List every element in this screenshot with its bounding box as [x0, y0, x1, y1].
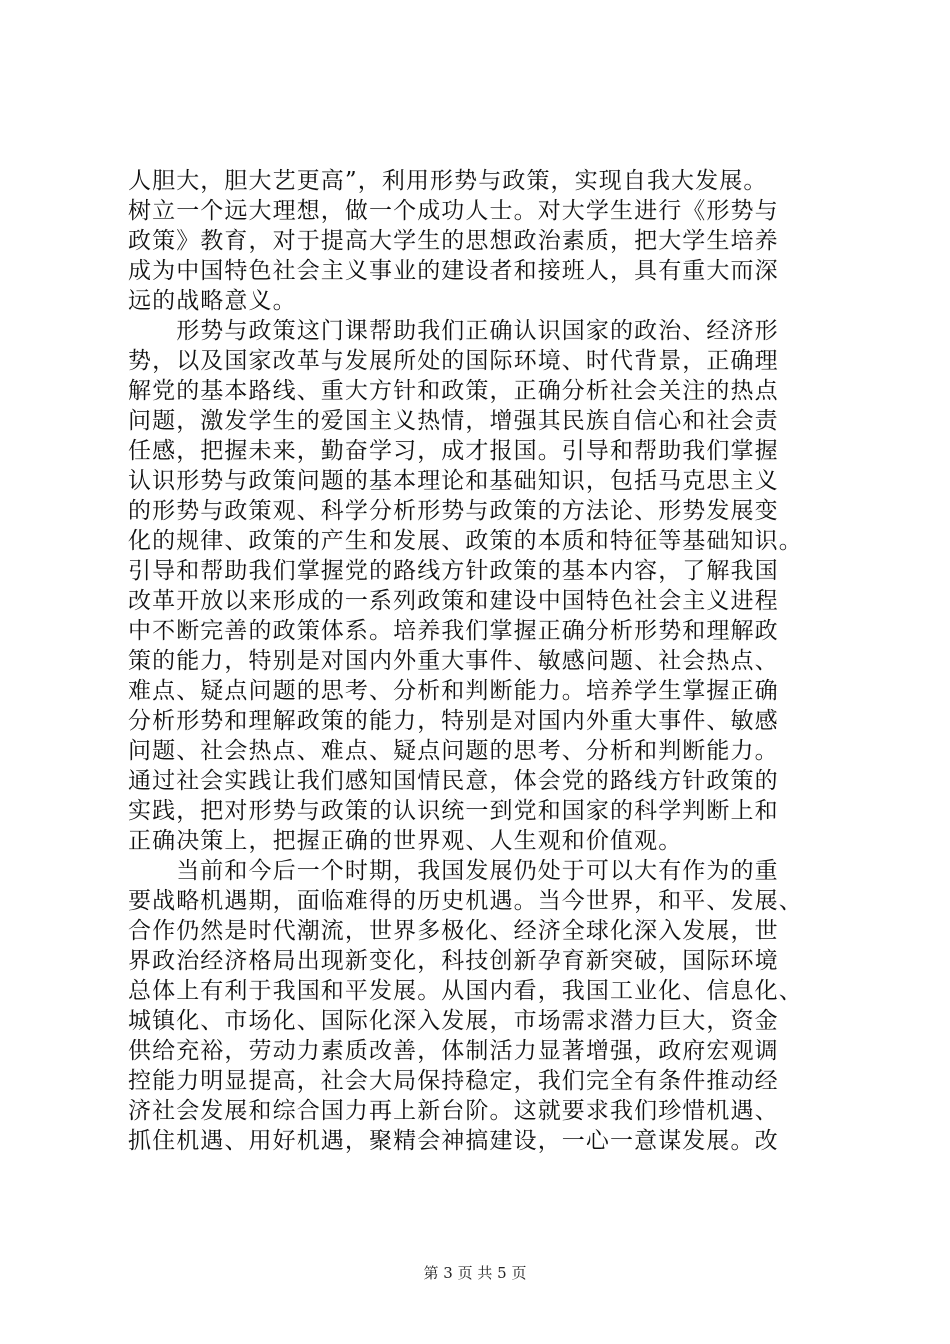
text-line: 人胆大，胆大艺更高”，利用形势与政策，实现自我大发展。 [128, 168, 768, 194]
text-line: 形势与政策这门课帮助我们正确认识国家的政治、经济形 [128, 318, 779, 344]
text-line: 化的规律、政策的产生和发展、政策的本质和特征等基础知识。 [128, 528, 803, 554]
text-line: 问题、社会热点、难点、疑点问题的思考、分析和判断能力。 [128, 738, 779, 764]
text-line: 合作仍然是时代潮流，世界多极化、经济全球化深入发展，世 [128, 918, 779, 944]
text-line: 济社会发展和综合国力再上新台阶。这就要求我们珍惜机遇、 [128, 1098, 779, 1124]
text-line: 分析形势和理解政策的能力，特别是对国内外重大事件、敏感 [128, 708, 779, 734]
text-line: 难点、疑点问题的思考、分析和判断能力。培养学生掌握正确 [128, 678, 779, 704]
text-line: 引导和帮助我们掌握党的路线方针政策的基本内容，了解我国 [128, 558, 779, 584]
text-line: 成为中国特色社会主义事业的建设者和接班人，具有重大而深 [128, 258, 779, 284]
text-line: 界政治经济格局出现新变化，科技创新孕育新突破，国际环境 [128, 948, 779, 974]
body-text [128, 166, 868, 1156]
page-footer: 第 3 页 共 5 页 [423, 1264, 527, 1282]
text-line: 要战略机遇期，面临难得的历史机遇。当今世界，和平、发展、 [128, 888, 803, 914]
text-line: 控能力明显提高，社会大局保持稳定，我们完全有条件推动经 [128, 1068, 779, 1094]
text-line: 通过社会实践让我们感知国情民意，体会党的路线方针政策的 [128, 768, 779, 794]
text-line: 城镇化、市场化、国际化深入发展，市场需求潜力巨大，资金 [128, 1008, 779, 1034]
text-line: 任感，把握未来，勤奋学习，成才报国。引导和帮助我们掌握 [128, 438, 779, 464]
text-line: 解党的基本路线、重大方针和政策，正确分析社会关注的热点 [128, 378, 779, 404]
text-line: 认识形势与政策问题的基本理论和基础知识，包括马克思主义 [128, 468, 779, 494]
text-line: 势，以及国家改革与发展所处的国际环境、时代背景，正确理 [128, 348, 779, 374]
text-line: 的形势与政策观、科学分析形势与政策的方法论、形势发展变 [128, 498, 779, 524]
text-line: 抓住机遇、用好机遇，聚精会神搞建设，一心一意谋发展。改 [128, 1128, 779, 1154]
text-line: 问题，激发学生的爱国主义热情，增强其民族自信心和社会责 [128, 408, 779, 434]
text-line: 实践，把对形势与政策的认识统一到党和国家的科学判断上和 [128, 798, 779, 824]
text-line: 当前和今后一个时期，我国发展仍处于可以大有作为的重 [128, 858, 779, 884]
text-line: 正确决策上，把握正确的世界观、人生观和价值观。 [128, 828, 683, 854]
text-line: 远的战略意义。 [128, 288, 297, 314]
text-line: 策的能力，特别是对国内外重大事件、敏感问题、社会热点、 [128, 648, 779, 674]
text-line: 改革开放以来形成的一系列政策和建设中国特色社会主义进程 [128, 588, 779, 614]
text-line: 总体上有利于我国和平发展。从国内看，我国工业化、信息化、 [128, 978, 803, 1004]
text-line: 中不断完善的政策体系。培养我们掌握正确分析形势和理解政 [128, 618, 779, 644]
text-line: 树立一个远大理想，做一个成功人士。对大学生进行《形势与 [128, 198, 779, 224]
text-line: 供给充裕，劳动力素质改善，体制活力显著增强，政府宏观调 [128, 1038, 779, 1064]
text-line: 政策》教育，对于提高大学生的思想政治素质，把大学生培养 [128, 228, 779, 254]
